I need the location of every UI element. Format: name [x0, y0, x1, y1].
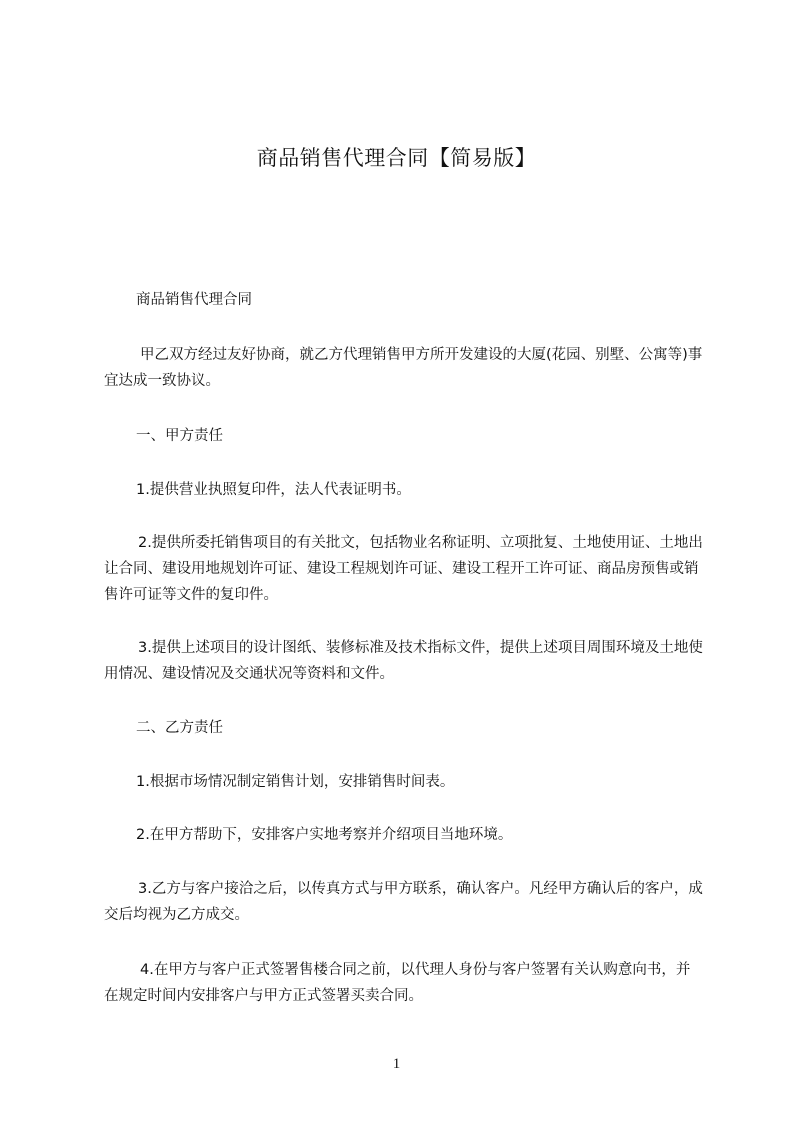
party-a-item-1: 1.提供营业执照复印件，法人代表证明书。	[136, 482, 411, 498]
party-b-item-3: 3.乙方与客户接洽之后，以传真方式与甲方联系，确认客户。凡经甲方确认后的客户，成交后均视为乙方成交。	[104, 881, 703, 923]
contract-subtitle: 商品销售代理合同	[136, 292, 252, 308]
party-a-item-2: 2.提供所委托销售项目的有关批文，包括物业名称证明、立项批复、土地使用证、土地出让合同、建设用地规划许可证、建设工程规划许可证、建设工程开工许可证、商品房预售或销售许可证等文件的复印件。	[104, 535, 703, 603]
section-heading-party-a: 一、甲方责任	[136, 428, 223, 444]
page-number: 1	[392, 1056, 401, 1072]
document-title: 商品销售代理合同【简易版】	[256, 146, 537, 170]
intro-paragraph: 甲乙双方经过友好协商，就乙方代理销售甲方所开发建设的大厦(花园、别墅、公寓等)事宜达成一致协议。	[104, 347, 703, 389]
party-a-item-3: 3.提供上述项目的设计图纸、装修标准及技术指标文件，提供上述项目周围环境及土地使用情况、建设情况及交通状况等资料和文件。	[104, 640, 703, 682]
party-b-item-1: 1.根据市场情况制定销售计划，安排销售时间表。	[136, 774, 455, 790]
party-b-item-2: 2.在甲方帮助下，安排客户实地考察并介绍项目当地环境。	[136, 827, 513, 843]
section-heading-party-b: 二、乙方责任	[136, 720, 223, 736]
party-b-item-4: 4.在甲方与客户正式签署售楼合同之前，以代理人身份与客户签署有关认购意向书，并在规定时间内安排客户与甲方正式签署买卖合同。	[104, 962, 691, 1004]
